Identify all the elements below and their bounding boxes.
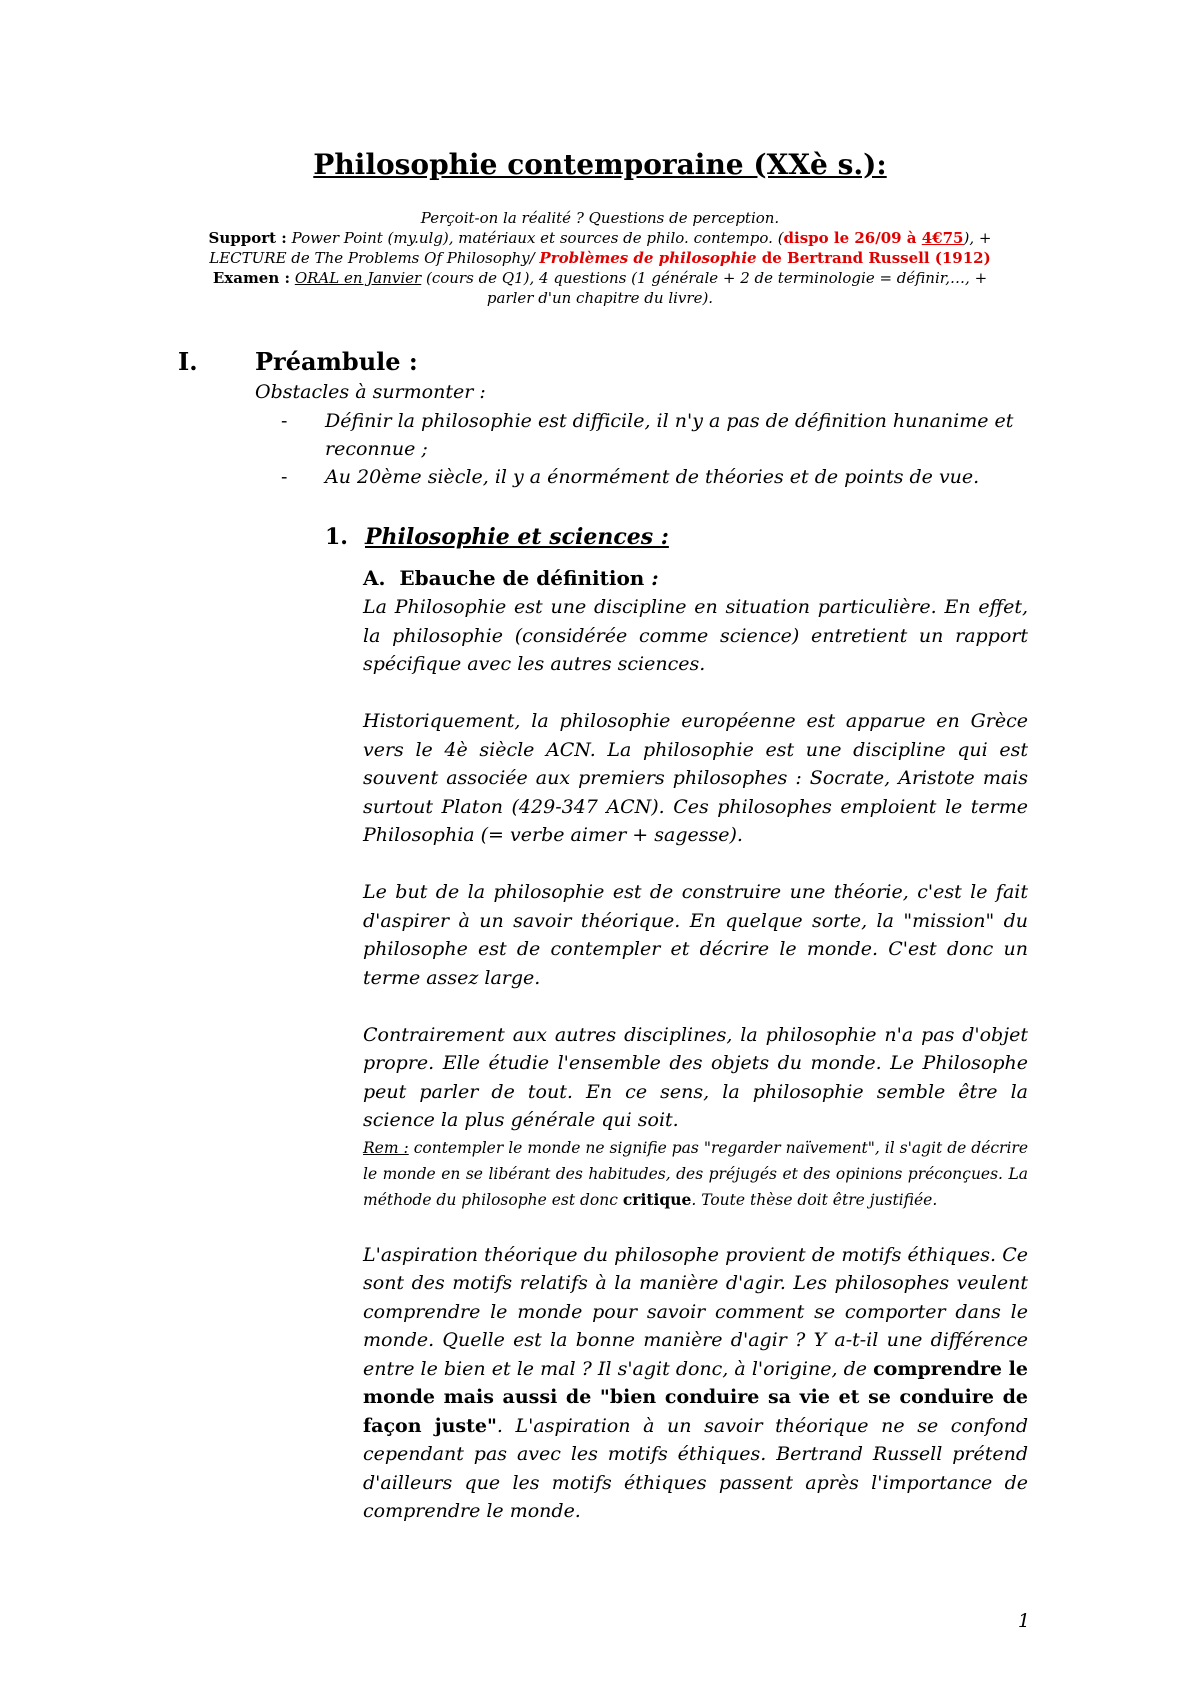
- obstacles-list: [255, 407, 1035, 491]
- examen-oral: ORAL en Janvier: [294, 269, 422, 287]
- subsubsection-heading: A. Ebauche de définition :: [363, 566, 659, 590]
- examen-label: Examen :: [212, 269, 291, 287]
- list-item: - Définir la philosophie est difficile, il n'y a pas de définition hunanime et reconnue ;: [281, 410, 1014, 460]
- subsection-heading: [325, 524, 669, 550]
- lecture-author: Bertrand Russell (1912): [787, 249, 991, 267]
- support-close: ), +: [963, 229, 992, 247]
- subsubsection-label: A.: [363, 566, 386, 590]
- remark-label: Rem :: [363, 1138, 409, 1157]
- list-item: - Au 20ème siècle, il y a énormément de théories et de points de vue.: [281, 466, 980, 488]
- lecture-text: LECTURE de The Problems Of Philosophy/: [209, 249, 540, 267]
- course-header: [200, 208, 1000, 308]
- lecture-de: de: [756, 249, 788, 267]
- subsection-number: 1.: [325, 524, 348, 550]
- subsubsection-title: Ebauche de définition: [399, 566, 645, 590]
- paragraph: La Philosophie est une discipline en situation particulière. En effet, la philosophie (considérée comme science) entretient un rapport spécifique avec les autres sciences.: [363, 596, 1028, 675]
- support-text: Power Point (my.ulg), matériaux et sources de philo. contempo. (: [286, 229, 784, 247]
- lecture-line: [200, 248, 1000, 268]
- subtitle: Perçoit-on la réalité ? Questions de perception.: [420, 209, 780, 227]
- remark: Rem : contempler le monde ne signifie pas "regarder naïvement", il s'agit de décrire le monde en se libérant des habitudes, des préjugés et des opinions préconçues. La méthode du philosophe est donc critique. Toute thèse doit être justifiée.: [363, 1138, 1028, 1209]
- subsection-title: Philosophie et sciences :: [365, 524, 669, 550]
- dispo-text: dispo le 26/09 à: [783, 229, 922, 247]
- body-text: [363, 593, 1028, 1554]
- paragraph: L'aspiration théorique du philosophe provient de motifs éthiques. Ce sont des motifs relatifs à la manière d'agir. Les philosophes veulent comprendre le monde pour savoir comment se comporter dans le monde. Quelle est la bonne manière d'agir ? Y a-t-il une différence entre le bien et le mal ? Il s'agit donc, à l'origine, de comprendre le monde mais aussi de "bien conduire sa vie et se conduire de façon juste". L'aspiration à un savoir théorique ne se confond cependant pas avec les motifs éthiques. Bertrand Russell prétend d'ailleurs que les motifs éthiques passent après l'importance de comprendre le monde.: [363, 1243, 1028, 1522]
- page-number: 1: [1017, 1610, 1030, 1632]
- price-text: 4€75: [921, 229, 964, 247]
- section-heading: [178, 347, 418, 376]
- page-title: Philosophie contemporaine (XXè s.):: [313, 148, 887, 181]
- obstacles-intro: Obstacles à surmonter :: [255, 381, 486, 403]
- support-line: [200, 228, 1000, 248]
- lecture-book-title: Problèmes de philosophie: [539, 249, 757, 267]
- section-number: I.: [178, 347, 198, 376]
- section-title: Préambule :: [255, 347, 418, 376]
- examen-line: [200, 268, 1000, 308]
- paragraph: Contrairement aux autres disciplines, la philosophie n'a pas d'objet propre. Elle étudie l'ensemble des objets du monde. Le Philosophe peut parler de tout. En ce sens, la philosophie semble être la science la plus générale qui soit.: [363, 1023, 1028, 1131]
- support-label: Support :: [208, 229, 287, 247]
- paragraph: Le but de la philosophie est de construire une théorie, c'est le fait d'aspirer à un savoir théorique. En quelque sorte, la "mission" du philosophe est de contempler et décrire le monde. C'est donc un terme assez large.: [363, 881, 1028, 989]
- examen-text: (cours de Q1), 4 questions (1 générale + 2 de terminologie = définir,…, + parler d'un chapitre du livre).: [421, 269, 988, 307]
- paragraph: Historiquement, la philosophie européenne est apparue en Grèce vers le 4è siècle ACN. La philosophie est une discipline qui est souvent associée aux premiers philosophes : Socrate, Aristote mais surtout Platon (429-347 ACN). Ces philosophes emploient le terme Philosophia (= verbe aimer + sagesse).: [363, 710, 1028, 846]
